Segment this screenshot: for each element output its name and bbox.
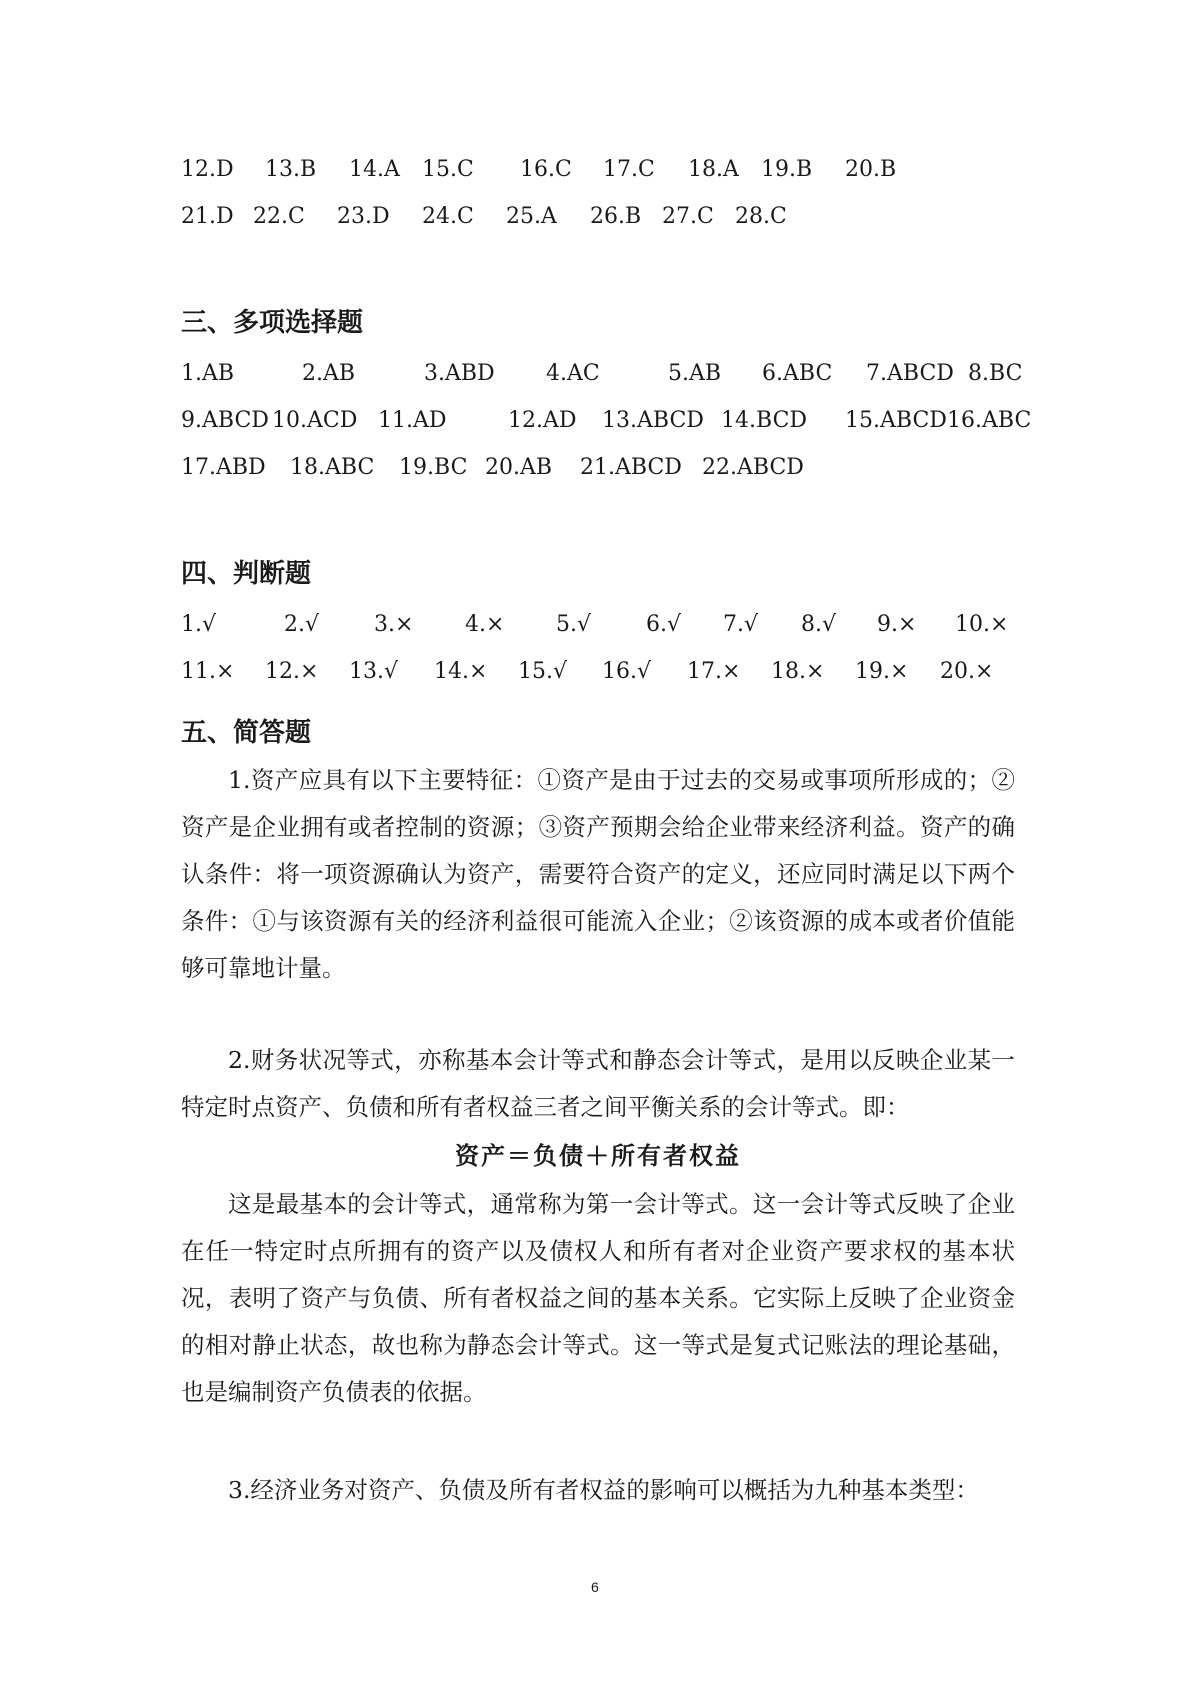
answer-item: 5.AB bbox=[668, 361, 722, 386]
answer-item: 22.C bbox=[253, 204, 305, 229]
answer-item: 3.× bbox=[374, 612, 414, 637]
answer-item: 1.√ bbox=[181, 612, 217, 637]
answer-item: 6.ABC bbox=[762, 361, 833, 386]
answer-item: 5.√ bbox=[556, 612, 592, 637]
answer-item: 16.C bbox=[520, 157, 572, 182]
answer-item: 17.× bbox=[687, 659, 741, 684]
answer-item: 10.× bbox=[955, 612, 1009, 637]
answer-item: 4.× bbox=[465, 612, 505, 637]
answer-item: 7.ABCD bbox=[866, 361, 954, 386]
short-answer-1 bbox=[181, 757, 1015, 992]
answer-item: 19.BC bbox=[399, 455, 468, 480]
answer-item: 14.A bbox=[349, 157, 400, 182]
answer-item: 7.√ bbox=[723, 612, 759, 637]
answer-item: 2.√ bbox=[284, 612, 320, 637]
answer-item: 24.C bbox=[422, 204, 474, 229]
answer-item: 8.√ bbox=[801, 612, 837, 637]
answer-item: 15.√ bbox=[518, 659, 568, 684]
answer-item: 19.× bbox=[855, 659, 909, 684]
short-answer-3 bbox=[181, 1467, 1015, 1514]
answer-item: 9.ABCD bbox=[181, 408, 269, 433]
answer-paragraph: 3.经济业务对资产、负债及所有者权益的影响可以概括为九种基本类型： bbox=[228, 1476, 979, 1504]
answer-item: 15.C bbox=[422, 157, 474, 182]
answer-item: 28.C bbox=[735, 204, 787, 229]
answer-item: 20.× bbox=[940, 659, 994, 684]
answer-item: 9.× bbox=[877, 612, 917, 637]
answer-item: 12.× bbox=[265, 659, 319, 684]
answer-item: 17.ABD bbox=[181, 455, 266, 480]
answer-item: 15.ABCD bbox=[845, 408, 947, 433]
answer-item: 6.√ bbox=[646, 612, 682, 637]
answer-item: 11.× bbox=[181, 659, 235, 684]
answer-item: 18.A bbox=[688, 157, 739, 182]
answer-paragraph: 1.资产应具有以下主要特征：①资产是由于过去的交易或事项所形成的；②资产是企业拥有或者控制的资源；③资产预期会给企业带来经济利益。资产的确认条件：将一项资源确认为资产，需要符合资产的定义，还应同时满足以下两个条件：①与该资源有关的经济利益很可能流入企业；②该资源的成本或者价值能够可靠地计量。 bbox=[181, 766, 1015, 982]
answer-item: 14.× bbox=[434, 659, 488, 684]
answer-item: 8.BC bbox=[968, 361, 1023, 386]
answer-item: 25.A bbox=[506, 204, 557, 229]
answer-item: 11.AD bbox=[378, 408, 447, 433]
answer-item: 20.B bbox=[845, 157, 897, 182]
accounting-equation: 资产＝负债＋所有者权益 bbox=[455, 1141, 741, 1170]
answer-item: 17.C bbox=[603, 157, 655, 182]
answer-item: 22.ABCD bbox=[702, 455, 804, 480]
answer-item: 23.D bbox=[337, 204, 390, 229]
answer-item: 26.B bbox=[590, 204, 642, 229]
answer-paragraph: 这是最基本的会计等式，通常称为第一会计等式。这一会计等式反映了企业在任一特定时点所拥有的资产以及债权人和所有者对企业资产要求权的基本状况，表明了资产与负债、所有者权益之间的基本关系。它实际上反映了企业资金的相对静止状态，故也称为静态会计等式。这一等式是复式记账法的理论基础，也是编制资产负债表的依据。 bbox=[181, 1190, 1015, 1406]
answer-item: 1.AB bbox=[181, 361, 235, 386]
answer-item: 12.AD bbox=[508, 408, 577, 433]
answer-item: 21.D bbox=[181, 204, 234, 229]
section-heading-short-answer: 五、简答题 bbox=[181, 718, 312, 748]
answer-item: 14.BCD bbox=[721, 408, 808, 433]
answer-item: 19.B bbox=[761, 157, 813, 182]
answer-item: 13.ABCD bbox=[602, 408, 704, 433]
answer-item: 20.AB bbox=[485, 455, 553, 480]
page-number: 6 bbox=[591, 1579, 599, 1595]
answer-item: 4.AC bbox=[546, 361, 600, 386]
answer-paragraph: 2.财务状况等式，亦称基本会计等式和静态会计等式，是用以反映企业某一特定时点资产、负债和所有者权益三者之间平衡关系的会计等式。即： bbox=[181, 1046, 1015, 1121]
answer-item: 13.B bbox=[265, 157, 317, 182]
answer-item: 27.C bbox=[662, 204, 714, 229]
answer-item: 2.AB bbox=[302, 361, 356, 386]
answer-item: 18.× bbox=[771, 659, 825, 684]
answer-item: 3.ABD bbox=[424, 361, 495, 386]
answer-item: 18.ABC bbox=[290, 455, 375, 480]
answer-item: 13.√ bbox=[349, 659, 399, 684]
answer-item: 16.ABC bbox=[947, 408, 1032, 433]
short-answer-2 bbox=[181, 1037, 1015, 1416]
section-heading-multiple-choice: 三、多项选择题 bbox=[181, 308, 364, 338]
answer-item: 21.ABCD bbox=[580, 455, 682, 480]
answer-item: 16.√ bbox=[602, 659, 652, 684]
section-heading-true-false: 四、判断题 bbox=[181, 559, 312, 589]
answer-item: 12.D bbox=[181, 157, 234, 182]
answer-item: 10.ACD bbox=[272, 408, 358, 433]
